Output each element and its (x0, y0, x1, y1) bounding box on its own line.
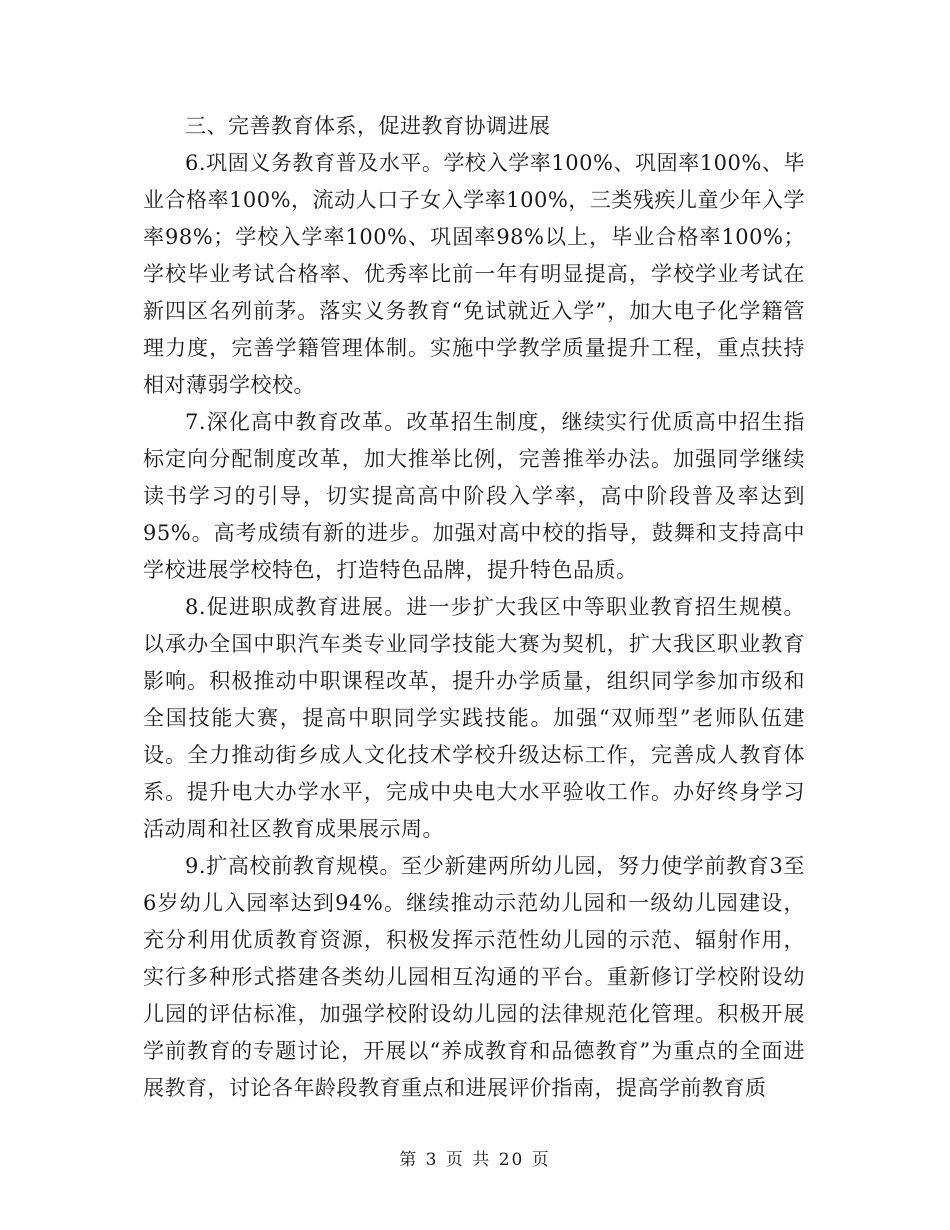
paragraph-9: 9.扩高校前教育规模。至少新建两所幼儿园，努力使学前教育3至6岁幼儿入园率达到94%。继续推动示范幼儿园和一级幼儿园建设，充分利用优质教育资源，积极发挥示范性幼儿园的示范、辐射作用，实行多种形式搭建各类幼儿园相互沟通的平台。重新修订学校附设幼儿园的评估标准，加强学校附设幼儿园的法律规范化管理。积极开展学前教育的专题讨论，开展以“养成教育和品德教育”为重点的全面进展教育，讨论各年龄段教育重点和进展评价指南，提高学前教育质 (143, 854, 805, 1100)
paragraph-7: 7.深化高中教育改革。改革招生制度，继续实行优质高中招生指标定向分配制度改革，加大推举比例，完善推举办法。加强同学继续读书学习的引导，切实提高高中阶段入学率，高中阶段普及率达到95%。高考成绩有新的进步。加强对高中校的指导，鼓舞和支持高中学校进展学校特色，打造特色品牌，提升特色品质。 (143, 410, 805, 582)
paragraph-6: 6.巩固义务教育普及水平。学校入学率100%、巩固率100%、毕业合格率100%，流动人口子女入学率100%，三类残疾儿童少年入学率98%；学校入学率100%、巩固率98%以上，毕业合格率100%；学校毕业考试合格率、优秀率比前一年有明显提高，学校学业考试在新四区名列前茅。落实义务教育“免试就近入学”，加大电子化学籍管理力度，完善学籍管理体制。实施中学教学质量提升工程，重点扶持相对薄弱学校校。 (143, 151, 805, 397)
page-footer: 第 3 页 共 20 页 (399, 1150, 551, 1170)
section-heading: 三、完善教育体系，促进教育协调进展 (185, 114, 551, 138)
document-body (143, 108, 805, 1107)
paragraph-8: 8.促进职成教育进展。进一步扩大我区中等职业教育招生规模。以承办全国中职汽车类专业同学技能大赛为契机，扩大我区职业教育影响。积极推动中职课程改革，提升办学质量，组织同学参加市级和全国技能大赛，提高中职同学实践技能。加强“双师型”老师队伍建设。全力推动街乡成人文化技术学校升级达标工作，完善成人教育体系。提升电大办学水平，完成中央电大水平验收工作。办好终身学习活动周和社区教育成果展示周。 (143, 595, 805, 841)
